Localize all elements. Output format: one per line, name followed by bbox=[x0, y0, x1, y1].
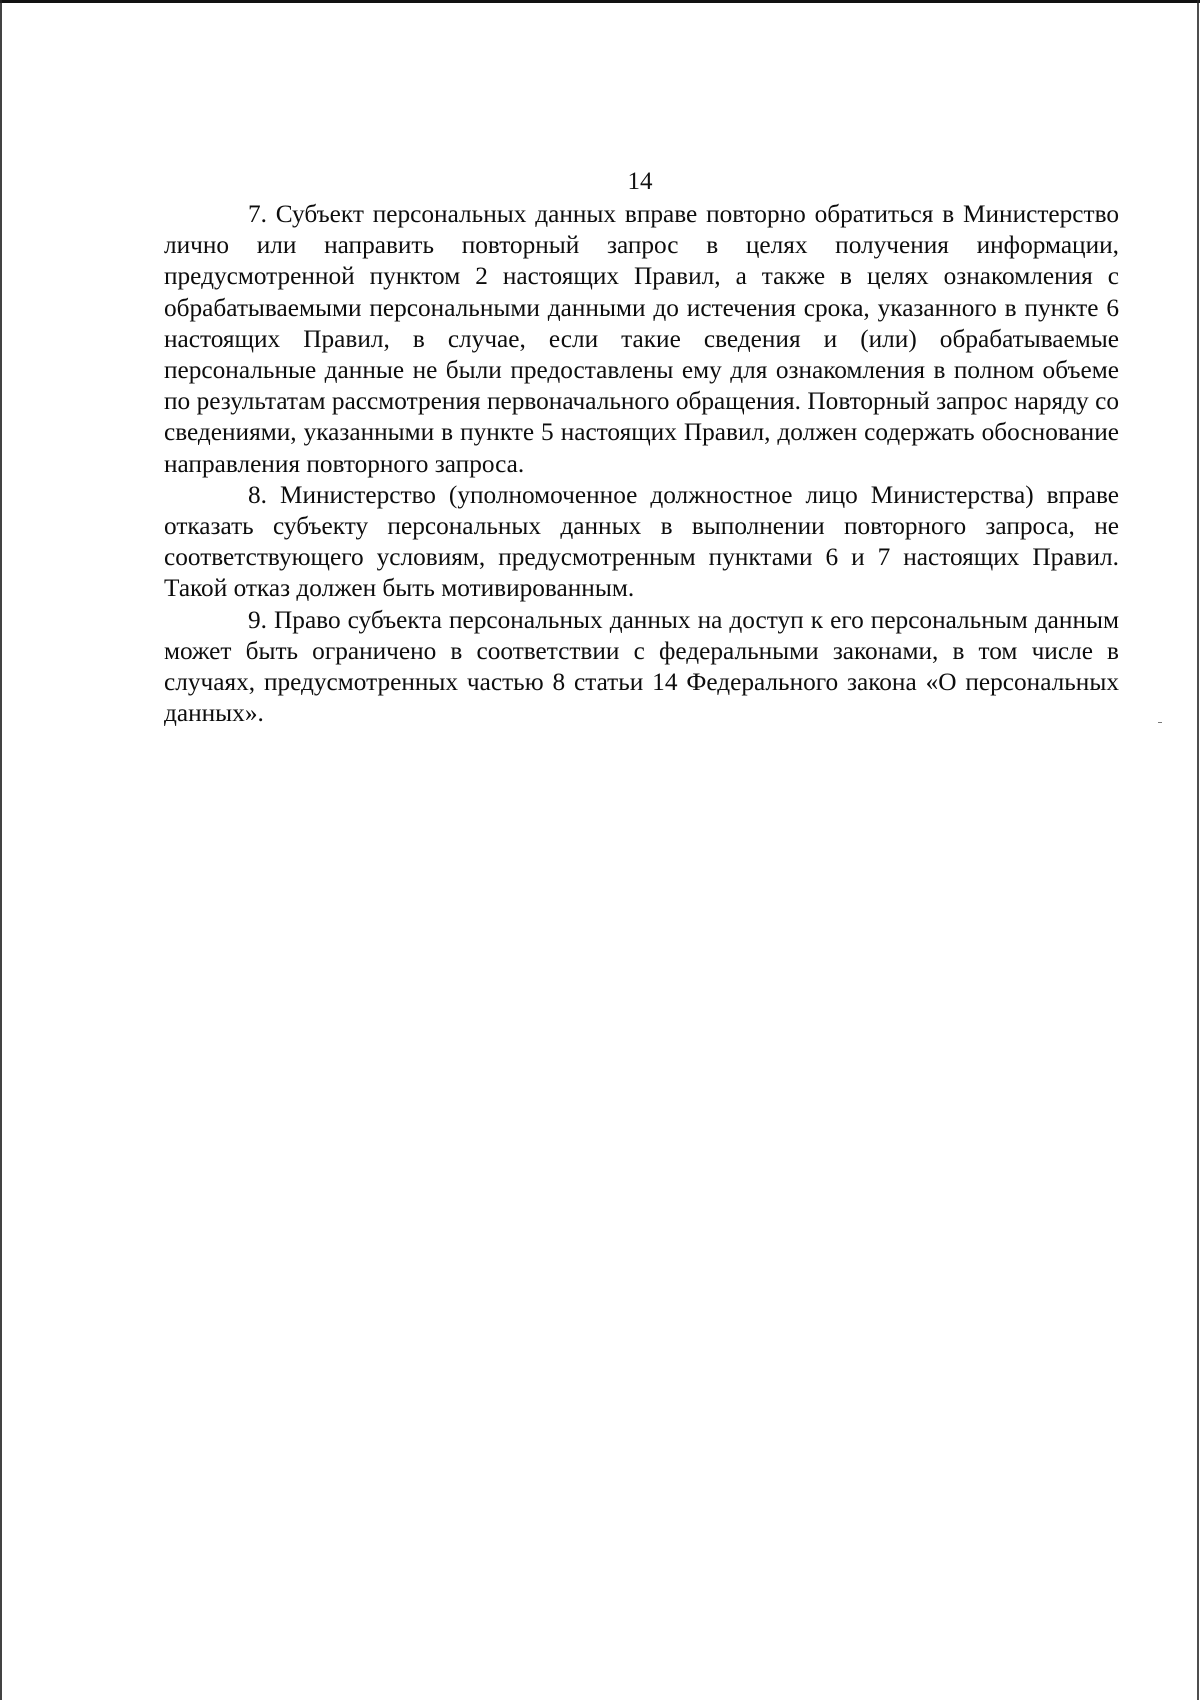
scan-edge-top bbox=[0, 0, 1200, 3]
scan-edge-right bbox=[1197, 0, 1199, 1700]
paragraph-9: 9. Право субъекта персональных данных на доступ к его персональным данным может быть ограничено в соответствии с федеральными законами, в том числе в случаях, предусмотренных частью 8 статьи 14 Федерального закона «О персональных данных». bbox=[164, 605, 1119, 728]
document-body bbox=[164, 199, 1119, 729]
scan-edge-left bbox=[0, 0, 2, 1700]
paragraph-8: 8. Министерство (уполномоченное должностное лицо Министерства) вправе отказать субъекту персональных данных в выполнении повторного запроса, не соответствующего условиям, предусмотренным пунктами 6 и 7 настоящих Правил. Такой отказ должен быть мотивированным. bbox=[164, 480, 1119, 603]
scan-speck bbox=[1158, 722, 1162, 723]
paragraph-7: 7. Субъект персональных данных вправе повторно обратиться в Министерство лично или направить повторный запрос в целях получения информации, предусмотренной пунктом 2 настоящих Правил, а также в целях ознакомления с обрабатываемыми персональными данными до истечения срока, указанного в пункте 6 настоящих Правил, в случае, если такие сведения и (или) обрабатываемые персональные данные не были предоставлены ему для ознакомления в полном объеме по результатам рассмотрения первоначального обращения. Повторный запрос наряду со сведениями, указанными в пункте 5 настоящих Правил, должен содержать обоснование направления повторного запроса. bbox=[164, 200, 1119, 478]
page-number: 14 bbox=[627, 168, 653, 195]
